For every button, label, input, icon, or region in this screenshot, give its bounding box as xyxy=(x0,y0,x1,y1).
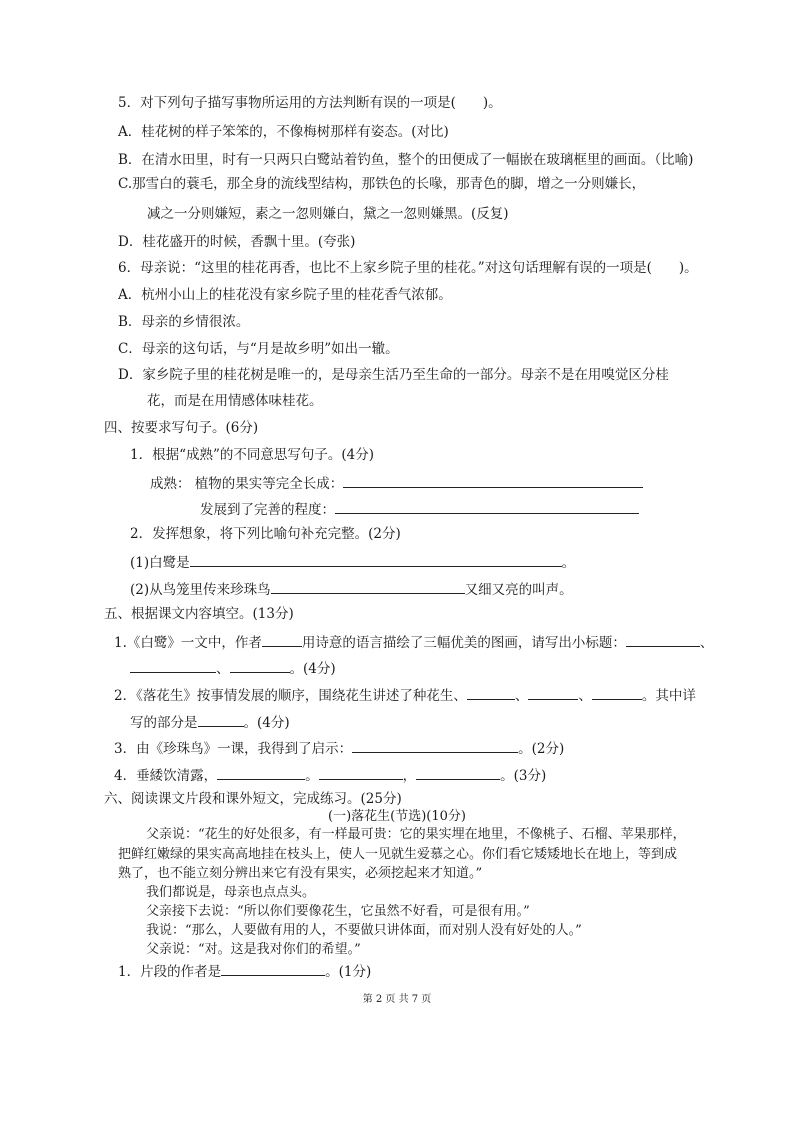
answer-blank[interactable] xyxy=(467,685,515,700)
q6-option-a: A．杭州小山上的桂花没有家乡院子里的桂花香气浓郁。 xyxy=(118,287,452,303)
q5-option-c-line2: 减之一分则嫌短，素之一忽则嫌白，黛之一忽则嫌黑。(反复) xyxy=(147,206,509,222)
answer-blank[interactable] xyxy=(262,632,302,647)
s4-q2a xyxy=(130,552,575,572)
s5-q2-line1 xyxy=(114,685,696,705)
s5-q4-text1: 4．垂緌饮清露， xyxy=(114,768,218,784)
passage-p1-line2: 把鲜红嫩绿的果实高高地挂在枝头上，使人一见就生爱慕之心。你们看它矮矮地长在地上，等到成 xyxy=(118,847,678,862)
s4-q1b-label: 发展到了完善的程度： xyxy=(200,502,335,518)
passage-p4: 我说：“那么，人要做有用的人，不要做只讲体面，而对别人没有好处的人。” xyxy=(146,923,582,938)
q6-stem: 6．母亲说：“这里的桂花再香，也比不上家乡院子里的桂花。”对这句话理解有误的一项是( )。 xyxy=(118,260,698,276)
s5-q4-text4: 。(3分) xyxy=(500,768,547,784)
s6-q1 xyxy=(118,961,371,981)
answer-blank[interactable] xyxy=(130,658,216,673)
q5-option-d: D．桂花盛开的时候，香飘十里。(夸张) xyxy=(118,234,356,250)
passage-p2: 我们都说是，母亲也点点头。 xyxy=(146,885,316,900)
answer-blank[interactable] xyxy=(319,765,403,780)
answer-blank[interactable] xyxy=(335,499,639,514)
s4-q2: 2．发挥想象，将下列比喻句补充完整。(2分) xyxy=(130,526,401,542)
s5-q2-text2: 、 xyxy=(514,688,529,704)
answer-blank[interactable] xyxy=(217,765,305,780)
q6-option-d-line1: D．家乡院子里的桂花树是唯一的，是母亲生活乃至生命的一部分。母亲不是在用嗅觉区分桂 xyxy=(118,367,669,383)
answer-blank[interactable] xyxy=(626,632,700,647)
s5-q1-line2 xyxy=(130,658,336,678)
section5-title: 五、根据课文内容填空。(13分) xyxy=(104,606,294,622)
s5-q3-text: 3．由《珍珠鸟》一课，我得到了启示： xyxy=(114,741,353,757)
s5-q1-text2: 用诗意的语言描绘了三幅优美的图画，请写出小标题： xyxy=(301,635,626,651)
answer-blank[interactable] xyxy=(592,685,642,700)
s5-q2-text4: 。其中详 xyxy=(641,688,696,704)
q6-option-b: B．母亲的乡情很浓。 xyxy=(118,314,250,330)
section4-title: 四、按要求写句子。(6分) xyxy=(104,420,259,436)
s4-q2b xyxy=(130,579,573,599)
q5-option-a: A．桂花树的样子笨笨的，不像梅树那样有姿态。(对比) xyxy=(118,124,449,140)
answer-blank[interactable] xyxy=(352,738,518,753)
s5-q1-text5: 。(4分) xyxy=(289,661,336,677)
s4-q1: 1．根据“成熟”的不同意思写句子。(4分) xyxy=(130,447,375,463)
answer-blank[interactable] xyxy=(343,473,643,488)
s5-q1-text4: 、 xyxy=(216,661,230,677)
s5-q3-end: 。(2分) xyxy=(518,741,565,757)
s4-q2b-end: 又细又亮的叫声。 xyxy=(464,582,573,598)
s5-q4 xyxy=(114,765,546,785)
answer-blank[interactable] xyxy=(230,658,290,673)
passage-p1-line1: 父亲说：“花生的好处很多，有一样最可贵：它的果实埋在地里，不像桃子、石榴、苹果那样， xyxy=(146,827,686,842)
s4-q1b xyxy=(200,499,639,519)
answer-blank[interactable] xyxy=(271,579,465,594)
passage-p5: 父亲说：“对。这是我对你们的希望。” xyxy=(146,942,361,957)
passage-p3: 父亲接下去说：“所以你们要像花生，它虽然不好看，可是很有用。” xyxy=(146,904,530,919)
q6-option-d-line2: 花，而是在用情感体味桂花。 xyxy=(147,393,323,409)
s5-q4-text3: ， xyxy=(402,768,417,784)
answer-blank[interactable] xyxy=(416,765,500,780)
s5-q2-text1: 2．《落花生》按事情发展的顺序，围绕花生讲述了种花生、 xyxy=(114,688,467,704)
q5-option-b: B．在清水田里，时有一只两只白鹭站着钓鱼，整个的田便成了一幅嵌在玻璃框里的画面。（比喻) xyxy=(118,152,694,168)
passage-p1-line3: 熟了，也不能立刻分辨出来它有没有果实，必须挖起来才知道。” xyxy=(118,866,483,881)
q5-option-c-line1: C.那雪白的蓑毛，那全身的流线型结构，那铁色的长喙，那青色的脚，增之一分则嫌长， xyxy=(118,176,646,192)
page-footer: 第 2 页 共 7 页 xyxy=(362,994,432,1005)
s4-q1a-label: 成熟： 植物的果实等完全长成： xyxy=(150,476,344,492)
s5-q1-text3: 、 xyxy=(699,635,714,651)
s4-q2a-label: (1)白鹭是 xyxy=(130,555,190,571)
s5-q2-text5: 写的部分是 xyxy=(130,715,198,731)
s4-q2a-end: 。 xyxy=(561,555,576,571)
passage-subtitle: (一)落花生(节选)(10分) xyxy=(328,809,466,824)
s4-q1a xyxy=(150,473,643,493)
answer-blank[interactable] xyxy=(221,961,325,976)
s5-q2-text6: 。(4分) xyxy=(243,715,290,731)
answer-blank[interactable] xyxy=(190,552,562,567)
s5-q1-text1: 1.《白鹭》一文中，作者 xyxy=(114,635,262,651)
s5-q4-text2: 。 xyxy=(305,768,319,784)
s6-q1-text: 1．片段的作者是 xyxy=(118,964,222,980)
answer-blank[interactable] xyxy=(528,685,578,700)
s5-q1-line1 xyxy=(114,632,713,652)
answer-blank[interactable] xyxy=(198,712,244,727)
s5-q2-text3: 、 xyxy=(578,688,592,704)
s5-q3 xyxy=(114,738,564,758)
s6-q1-end: 。(1分) xyxy=(325,964,372,980)
q5-stem: 5．对下列句子描写事物所运用的方法判断有误的一项是( )。 xyxy=(118,95,502,111)
s4-q2b-label: (2)从鸟笼里传来珍珠鸟 xyxy=(130,582,271,598)
section6-title: 六、阅读课文片段和课外短文，完成练习。(25分) xyxy=(104,791,402,807)
s5-q2-line2 xyxy=(130,712,290,732)
q6-option-c: C．母亲的这句话，与“月是故乡明”如出一辙。 xyxy=(118,341,399,357)
